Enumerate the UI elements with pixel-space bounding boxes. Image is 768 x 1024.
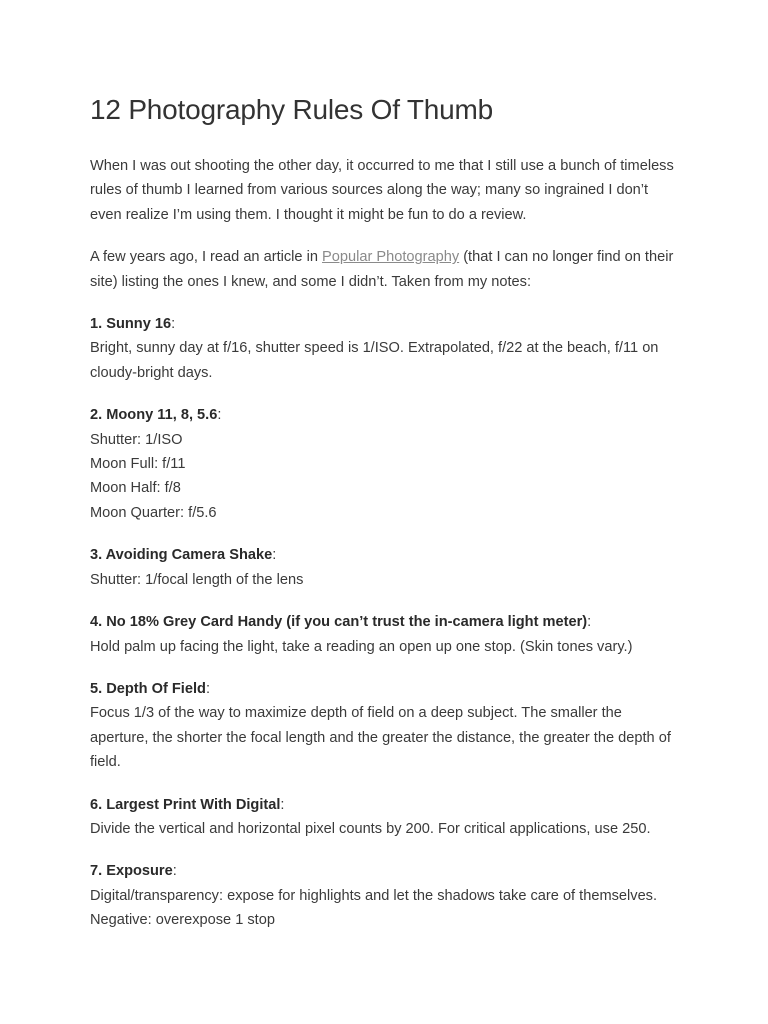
rule-line: Moon Full: f/11 <box>90 456 186 473</box>
rule-line: Bright, sunny day at f/16, shutter speed is 1/ISO. Extrapolated, f/22 at the beach, f/11 on cloudy-bright days. <box>90 340 659 381</box>
rule-colon: : <box>587 614 592 631</box>
rule-line: Shutter: 1/focal length of the lens <box>90 571 304 588</box>
rule-colon: : <box>205 680 211 697</box>
rule-colon: : <box>171 316 176 333</box>
article-title: 12 Photography Rules Of Thumb <box>90 94 494 125</box>
source-text-after: (that I can no longer find on their site) listing the ones I knew, and some I didn’t. Taken from my notes: <box>90 249 674 290</box>
rule-largest-print <box>90 793 678 842</box>
rule-grey-card <box>90 610 678 659</box>
source-paragraph <box>90 245 678 294</box>
rule-colon: : <box>217 407 222 424</box>
rule-sunny-16 <box>90 312 678 385</box>
rule-line: Digital/transparency: expose for highlights and let the shadows take care of themselves. <box>90 887 658 904</box>
rule-title: 3. Avoiding Camera Shake <box>90 547 273 564</box>
popular-photography-link[interactable]: Popular Photography <box>322 249 460 266</box>
rule-colon: : <box>280 796 285 813</box>
rule-title: 5. Depth Of Field <box>90 680 206 697</box>
rule-line: Hold palm up facing the light, take a reading an open up one stop. (Skin tones vary.) <box>90 638 633 655</box>
rule-title: 7. Exposure <box>90 863 173 880</box>
rule-colon: : <box>172 863 177 880</box>
rule-title: 2. Moony 11, 8, 5.6 <box>90 407 218 424</box>
rule-title: 4. No 18% Grey Card Handy (if you can’t trust the in-camera light meter) <box>90 614 588 631</box>
rule-depth-of-field <box>90 677 678 775</box>
rule-line: Negative: overexpose 1 stop <box>90 912 275 929</box>
rule-line: Shutter: 1/ISO <box>90 431 183 448</box>
rule-line: Divide the vertical and horizontal pixel counts by 200. For critical applications, use 250. <box>90 820 651 837</box>
rule-camera-shake <box>90 543 678 592</box>
rule-line: Focus 1/3 of the way to maximize depth of field on a deep subject. The smaller the aperture, the shorter the focal length and the greater the distance, the greater the depth of field. <box>90 705 671 771</box>
source-text-before: A few years ago, I read an article in <box>90 249 323 266</box>
rule-title: 1. Sunny 16 <box>90 316 172 333</box>
intro-paragraph: When I was out shooting the other day, it occurred to me that I still use a bunch of timeless rules of thumb I learned from various sources along the way; many so ingrained I don’t even realize I’m using them. I thought it might be fun to do a review. <box>90 158 674 223</box>
rule-moony <box>90 403 678 525</box>
rule-line: Moon Quarter: f/5.6 <box>90 504 217 521</box>
rule-title: 6. Largest Print With Digital <box>90 796 281 813</box>
rule-colon: : <box>272 547 277 564</box>
rule-exposure <box>90 859 678 932</box>
rule-line: Moon Half: f/8 <box>90 480 181 497</box>
